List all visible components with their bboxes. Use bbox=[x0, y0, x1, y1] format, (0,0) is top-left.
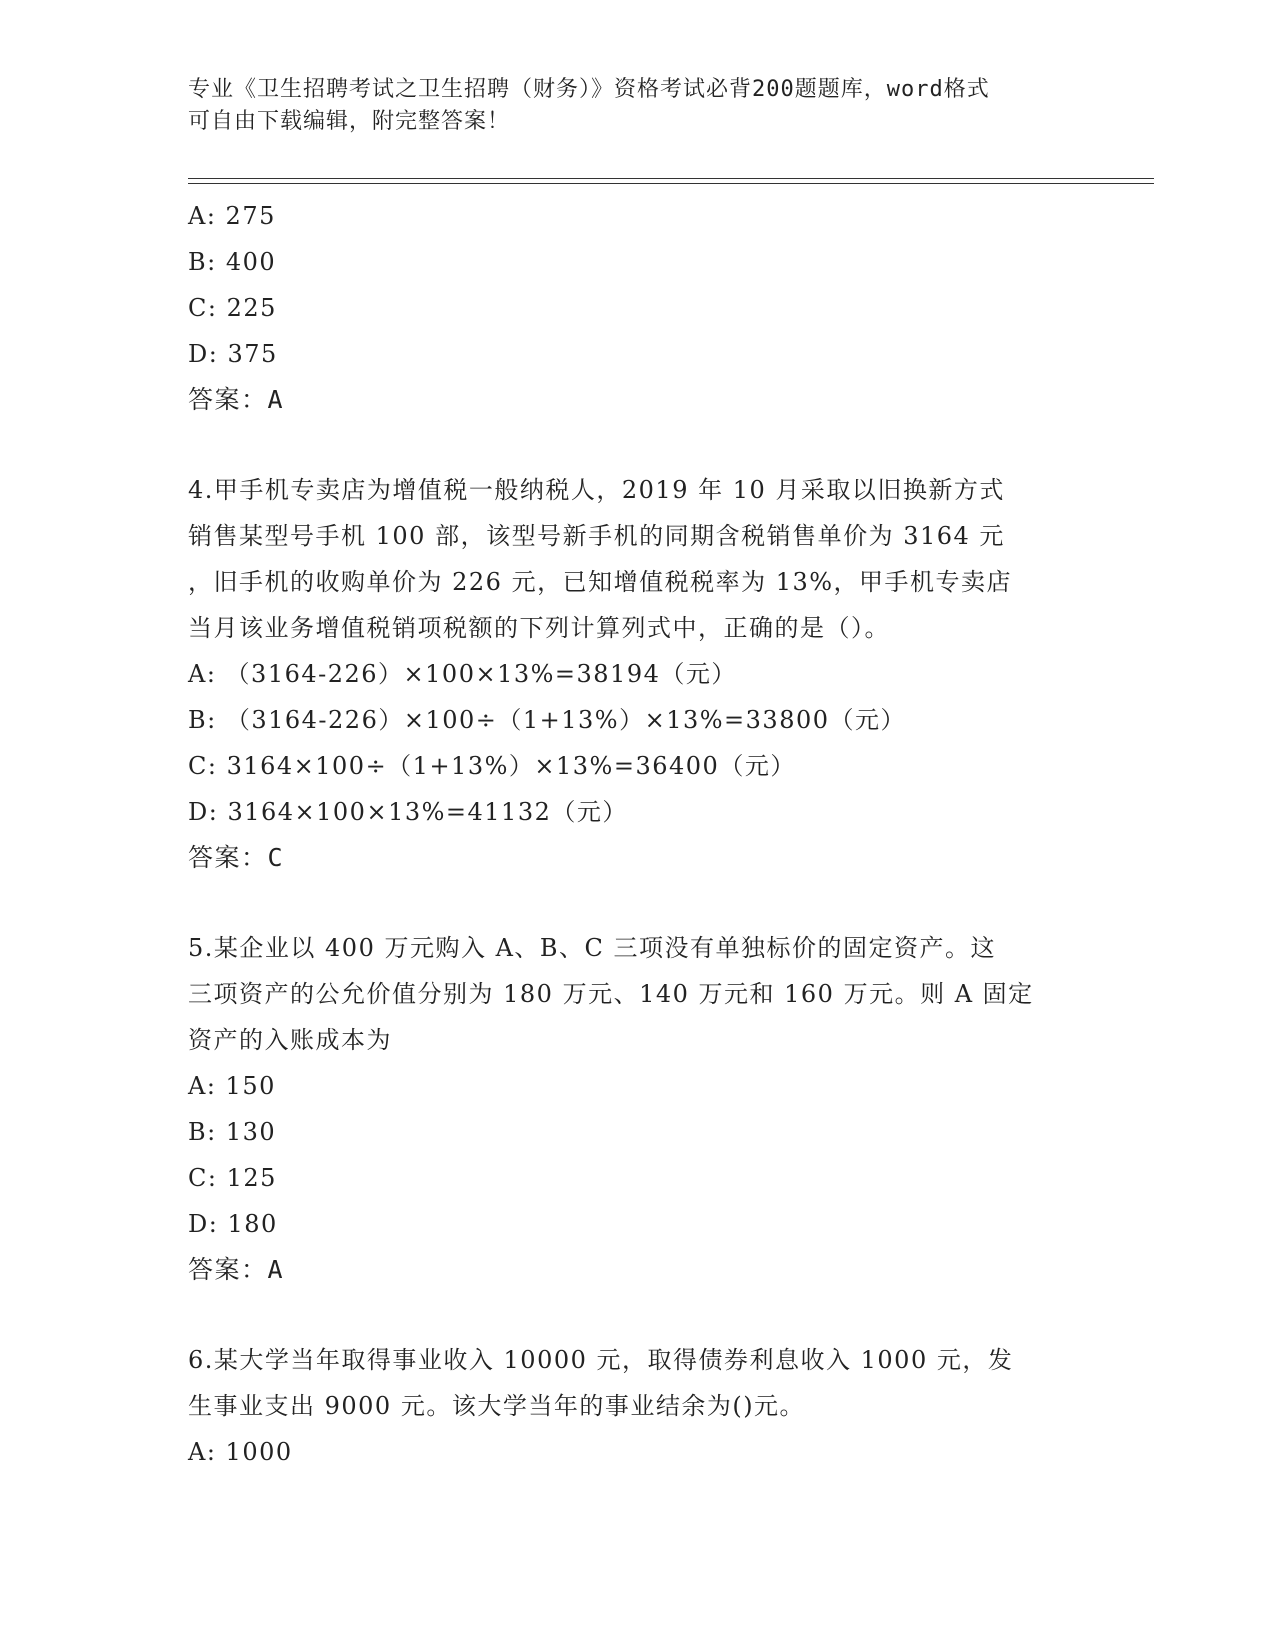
option-a: A: 150 bbox=[188, 1072, 276, 1100]
spacer bbox=[188, 423, 1088, 467]
question-4 bbox=[188, 467, 1088, 651]
option-c: C: 3164×100÷（1+13%）×13%=36400（元） bbox=[188, 752, 796, 780]
question-6-line-1: 6.某大学当年取得事业收入 10000 元，取得债券利息收入 1000 元，发 bbox=[188, 1346, 1014, 1374]
option-d: D: 3164×100×13%=41132（元） bbox=[188, 798, 628, 826]
option-b: B: 130 bbox=[188, 1118, 277, 1146]
header-rule-top bbox=[188, 178, 1154, 179]
option-c: C: 125 bbox=[188, 1164, 277, 1192]
question-4-line-4: 当月该业务增值税销项税额的下列计算列式中，正确的是（）。 bbox=[188, 614, 890, 642]
option-a: A: 1000 bbox=[188, 1438, 293, 1466]
option-c: C: 225 bbox=[188, 294, 277, 322]
question-5 bbox=[188, 925, 1088, 1063]
option-d: D: 180 bbox=[188, 1210, 278, 1238]
question-6-line-2: 生事业支出 9000 元。该大学当年的事业结余为()元。 bbox=[188, 1392, 806, 1420]
question-4-line-1: 4.甲手机专卖店为增值税一般纳税人，2019 年 10 月采取以旧换新方式 bbox=[188, 476, 1005, 504]
option-a: A: （3164-226）×100×13%=38194（元） bbox=[188, 660, 737, 688]
answer-3: 答案：A bbox=[188, 385, 285, 414]
question-4-line-2: 销售某型号手机 100 部，该型号新手机的同期含税销售单价为 3164 元 bbox=[188, 522, 1005, 550]
answer-4: 答案：C bbox=[188, 843, 285, 872]
option-b: B: （3164-226）×100÷（1+13%）×13%=33800（元） bbox=[188, 706, 907, 734]
header-rule-bottom bbox=[188, 183, 1154, 184]
question-4-line-3: ，旧手机的收购单价为 226 元，已知增值税税率为 13%，甲手机专卖店 bbox=[188, 568, 1013, 596]
option-b: B: 400 bbox=[188, 248, 277, 276]
header-line-2: 可自由下载编辑，附完整答案！ bbox=[188, 109, 511, 134]
question-3-options bbox=[188, 193, 1088, 423]
header-line-1: 专业《卫生招聘考试之卫生招聘（财务）》资格考试必背200题题库，word格式 bbox=[188, 77, 990, 102]
question-5-line-2: 三项资产的公允价值分别为 180 万元、140 万元和 160 万元。则 A 固定 bbox=[188, 980, 1034, 1008]
document-header bbox=[188, 74, 1068, 138]
question-5-line-3: 资产的入账成本为 bbox=[188, 1026, 392, 1054]
document-body bbox=[188, 193, 1088, 1475]
option-d: D: 375 bbox=[188, 340, 278, 368]
spacer bbox=[188, 1293, 1088, 1337]
option-a: A: 275 bbox=[188, 202, 276, 230]
answer-5: 答案：A bbox=[188, 1255, 285, 1284]
spacer bbox=[188, 881, 1088, 925]
question-5-line-1: 5.某企业以 400 万元购入 A、B、C 三项没有单独标价的固定资产。这 bbox=[188, 934, 997, 962]
question-6 bbox=[188, 1337, 1088, 1429]
